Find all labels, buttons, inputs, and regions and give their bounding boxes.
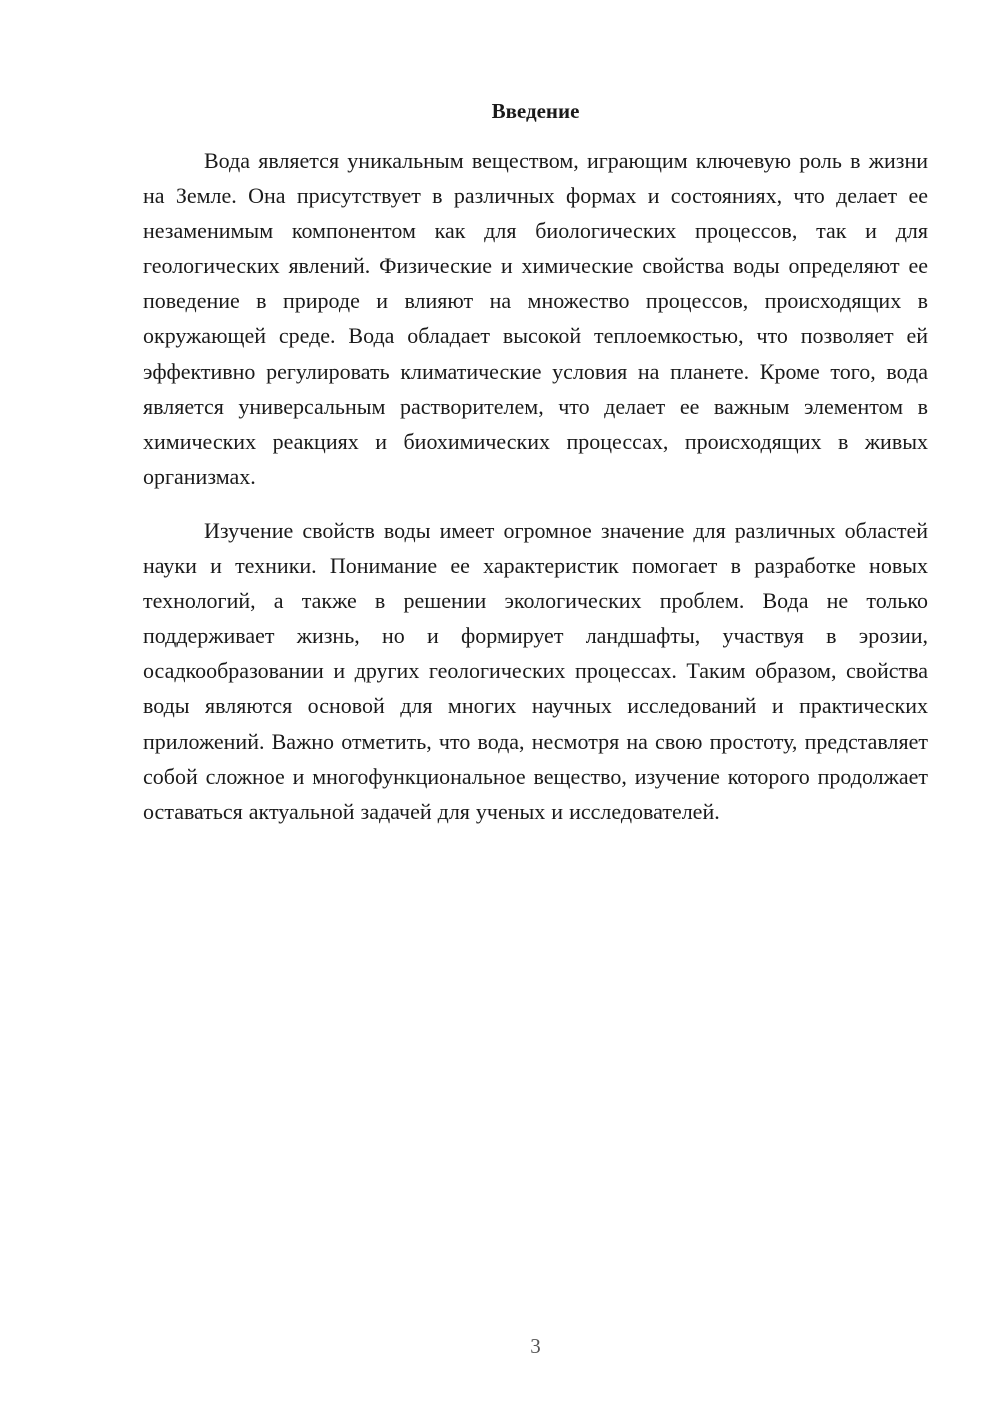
section-heading: Введение: [491, 99, 580, 123]
document-body: [143, 143, 928, 829]
page-number: 3: [530, 1334, 541, 1358]
paragraph-study: Изучение свойств воды имеет огромное значение для различных областей науки и техники. Понимание ее характеристик помогает в разработке новых технологий, а также в решении экологических проблем. Вода не только поддерживает жизнь, но и формирует ландшафты, участвуя в эрозии, осадкообразовании и других геологических процессах. Таким образом, свойства воды являются основой для многих научных исследований и практических приложений. Важно отметить, что вода, несмотря на свою простоту, представляет собой сложное и многофункциональное вещество, изучение которого продолжает оставаться актуальной задачей для ученых и исследователей.: [143, 517, 928, 824]
paragraph-intro: Вода является уникальным веществом, играющим ключевую роль в жизни на Земле. Она присутствует в различных формах и состояниях, что делает ее незаменимым компонентом как для биологических процессов, так и для геологических явлений. Физические и химические свойства воды определяют ее поведение в природе и влияют на множество процессов, происходящих в окружающей среде. Вода обладает высокой теплоемкостью, что позволяет ей эффективно регулировать климатические условия на планете. Кроме того, вода является универсальным растворителем, что делает ее важным элементом в химических реакциях и биохимических процессах, происходящих в живых организмах.: [143, 148, 928, 489]
